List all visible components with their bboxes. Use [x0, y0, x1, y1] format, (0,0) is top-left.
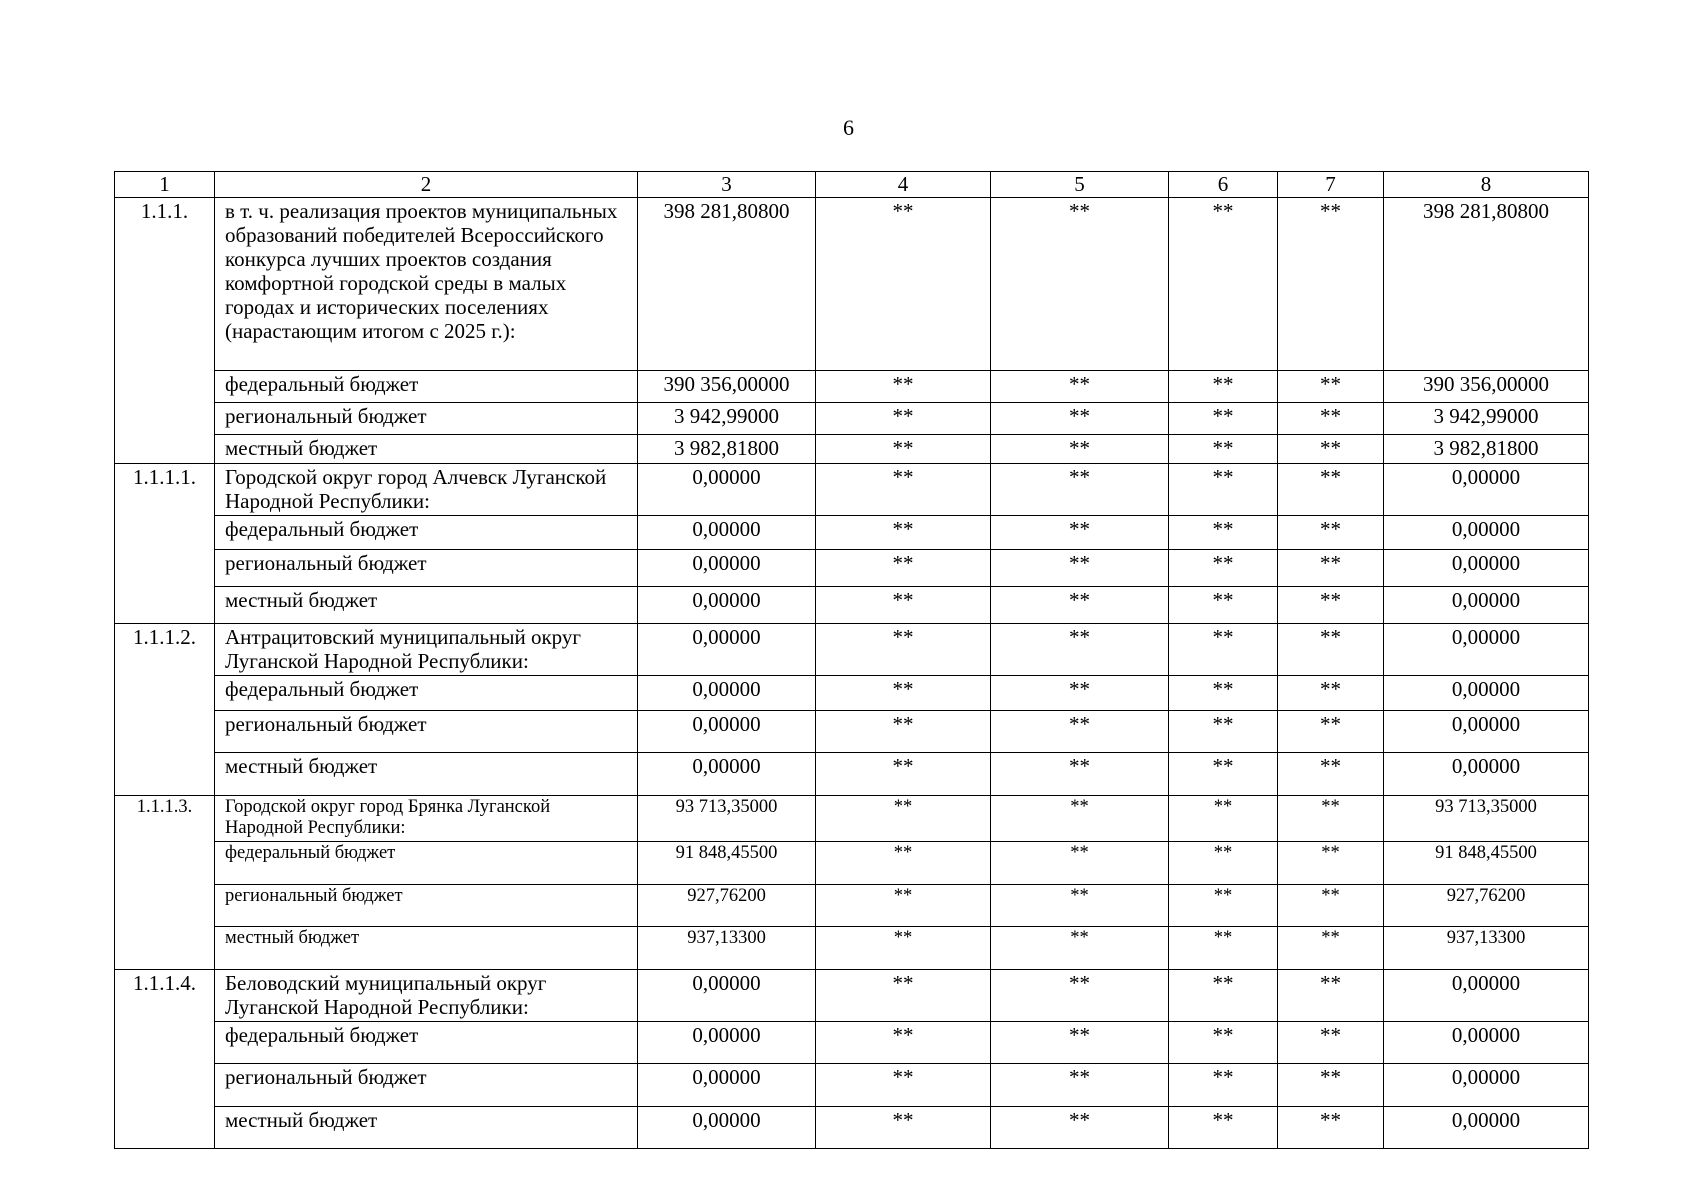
table-row — [115, 198, 1589, 371]
column-header: 7 — [1278, 172, 1384, 198]
cell-col6: ** — [1169, 1064, 1278, 1107]
row-name: региональный бюджет — [215, 711, 638, 753]
cell-col7: ** — [1278, 516, 1384, 550]
cell-col3: 0,00000 — [638, 624, 816, 676]
cell-col6: ** — [1169, 711, 1278, 753]
page-number: 6 — [843, 115, 854, 140]
cell-col8: 0,00000 — [1384, 587, 1589, 624]
cell-col8: 390 356,00000 — [1384, 371, 1589, 403]
cell-col7: ** — [1278, 1064, 1384, 1107]
row-name: региональный бюджет — [215, 1064, 638, 1107]
cell-col4: ** — [816, 624, 991, 676]
cell-col3: 0,00000 — [638, 676, 816, 711]
cell-col5: ** — [991, 1107, 1169, 1149]
cell-col6: ** — [1169, 587, 1278, 624]
cell-col6: ** — [1169, 842, 1278, 885]
cell-col3: 0,00000 — [638, 516, 816, 550]
row-name: федеральный бюджет — [215, 516, 638, 550]
cell-col3: 3 942,99000 — [638, 403, 816, 435]
cell-col7: ** — [1278, 1022, 1384, 1064]
row-name: местный бюджет — [215, 1107, 638, 1149]
row-name: региональный бюджет — [215, 403, 638, 435]
row-name: федеральный бюджет — [215, 1022, 638, 1064]
cell-col4: ** — [816, 796, 991, 842]
cell-col4: ** — [816, 927, 991, 970]
row-name: федеральный бюджет — [215, 842, 638, 885]
row-name: Антрацитовский муниципальный округ Луганской Народной Республики: — [215, 624, 638, 676]
table-row — [115, 711, 1589, 753]
cell-col8: 0,00000 — [1384, 516, 1589, 550]
cell-col7: ** — [1278, 753, 1384, 796]
cell-col3: 398 281,80800 — [638, 198, 816, 371]
cell-col8: 0,00000 — [1384, 1064, 1589, 1107]
cell-col4: ** — [816, 435, 991, 464]
cell-col8: 93 713,35000 — [1384, 796, 1589, 842]
cell-col8: 91 848,45500 — [1384, 842, 1589, 885]
cell-col4: ** — [816, 970, 991, 1022]
table-row — [115, 885, 1589, 927]
column-header: 1 — [115, 172, 215, 198]
cell-col4: ** — [816, 842, 991, 885]
table-row — [115, 796, 1589, 842]
cell-col4: ** — [816, 711, 991, 753]
cell-col6: ** — [1169, 624, 1278, 676]
cell-col4: ** — [816, 516, 991, 550]
row-code: 1.1.1.1. — [115, 464, 215, 624]
cell-col4: ** — [816, 1022, 991, 1064]
row-code: 1.1.1. — [115, 198, 215, 464]
cell-col3: 0,00000 — [638, 464, 816, 516]
cell-col6: ** — [1169, 970, 1278, 1022]
row-name: федеральный бюджет — [215, 676, 638, 711]
cell-col5: ** — [991, 885, 1169, 927]
row-name: Беловодский муниципальный округ Луганской Народной Республики: — [215, 970, 638, 1022]
cell-col3: 93 713,35000 — [638, 796, 816, 842]
cell-col3: 0,00000 — [638, 1022, 816, 1064]
cell-col4: ** — [816, 753, 991, 796]
cell-col6: ** — [1169, 464, 1278, 516]
column-header: 5 — [991, 172, 1169, 198]
cell-col5: ** — [991, 1064, 1169, 1107]
column-header: 4 — [816, 172, 991, 198]
table-row — [115, 464, 1589, 516]
table-row — [115, 1022, 1589, 1064]
cell-col3: 390 356,00000 — [638, 371, 816, 403]
cell-col3: 0,00000 — [638, 970, 816, 1022]
cell-col7: ** — [1278, 711, 1384, 753]
cell-col8: 927,76200 — [1384, 885, 1589, 927]
cell-col7: ** — [1278, 842, 1384, 885]
cell-col5: ** — [991, 796, 1169, 842]
cell-col8: 0,00000 — [1384, 624, 1589, 676]
cell-col7: ** — [1278, 1107, 1384, 1149]
cell-col6: ** — [1169, 435, 1278, 464]
cell-col5: ** — [991, 403, 1169, 435]
cell-col6: ** — [1169, 753, 1278, 796]
cell-col6: ** — [1169, 516, 1278, 550]
row-name: в т. ч. реализация проектов муниципальных образований победителей Всероссийского конкурса лучших проектов создания комфортной городской среды в малых городах и исторических поселениях (нарастающим итогом с 2025 г.): — [215, 198, 638, 371]
row-name: местный бюджет — [215, 587, 638, 624]
cell-col3: 937,13300 — [638, 927, 816, 970]
row-name: Городской округ город Брянка Луганской Народной Республики: — [215, 796, 638, 842]
cell-col4: ** — [816, 587, 991, 624]
cell-col3: 0,00000 — [638, 587, 816, 624]
cell-col7: ** — [1278, 587, 1384, 624]
row-name: региональный бюджет — [215, 885, 638, 927]
cell-col5: ** — [991, 435, 1169, 464]
row-code: 1.1.1.2. — [115, 624, 215, 796]
table-row — [115, 970, 1589, 1022]
cell-col7: ** — [1278, 927, 1384, 970]
cell-col3: 0,00000 — [638, 550, 816, 587]
cell-col8: 3 942,99000 — [1384, 403, 1589, 435]
table-row — [115, 403, 1589, 435]
cell-col8: 0,00000 — [1384, 676, 1589, 711]
cell-col3: 0,00000 — [638, 753, 816, 796]
cell-col4: ** — [816, 371, 991, 403]
row-name: федеральный бюджет — [215, 371, 638, 403]
cell-col4: ** — [816, 550, 991, 587]
cell-col8: 937,13300 — [1384, 927, 1589, 970]
cell-col7: ** — [1278, 435, 1384, 464]
row-name: Городской округ город Алчевск Луганской Народной Республики: — [215, 464, 638, 516]
row-code: 1.1.1.3. — [115, 796, 215, 970]
table-row — [115, 842, 1589, 885]
cell-col7: ** — [1278, 970, 1384, 1022]
cell-col7: ** — [1278, 403, 1384, 435]
cell-col8: 0,00000 — [1384, 711, 1589, 753]
cell-col8: 0,00000 — [1384, 464, 1589, 516]
table-row — [115, 676, 1589, 711]
table-row — [115, 1064, 1589, 1107]
cell-col5: ** — [991, 587, 1169, 624]
cell-col5: ** — [991, 927, 1169, 970]
cell-col4: ** — [816, 403, 991, 435]
table-row — [115, 753, 1589, 796]
table-row — [115, 371, 1589, 403]
cell-col6: ** — [1169, 198, 1278, 371]
row-name: местный бюджет — [215, 435, 638, 464]
cell-col8: 0,00000 — [1384, 1107, 1589, 1149]
cell-col6: ** — [1169, 1107, 1278, 1149]
cell-col5: ** — [991, 970, 1169, 1022]
table-row — [115, 587, 1589, 624]
cell-col7: ** — [1278, 464, 1384, 516]
cell-col5: ** — [991, 550, 1169, 587]
cell-col6: ** — [1169, 1022, 1278, 1064]
column-number-row — [115, 172, 1589, 198]
cell-col6: ** — [1169, 403, 1278, 435]
table-row — [115, 435, 1589, 464]
cell-col6: ** — [1169, 927, 1278, 970]
cell-col6: ** — [1169, 796, 1278, 842]
row-name: местный бюджет — [215, 927, 638, 970]
cell-col5: ** — [991, 1022, 1169, 1064]
cell-col5: ** — [991, 676, 1169, 711]
cell-col8: 0,00000 — [1384, 753, 1589, 796]
row-name: местный бюджет — [215, 753, 638, 796]
cell-col7: ** — [1278, 371, 1384, 403]
cell-col7: ** — [1278, 624, 1384, 676]
cell-col4: ** — [816, 464, 991, 516]
cell-col5: ** — [991, 753, 1169, 796]
cell-col5: ** — [991, 516, 1169, 550]
cell-col3: 0,00000 — [638, 711, 816, 753]
cell-col7: ** — [1278, 796, 1384, 842]
cell-col6: ** — [1169, 676, 1278, 711]
cell-col3: 91 848,45500 — [638, 842, 816, 885]
cell-col3: 927,76200 — [638, 885, 816, 927]
cell-col8: 0,00000 — [1384, 550, 1589, 587]
cell-col6: ** — [1169, 371, 1278, 403]
cell-col4: ** — [816, 676, 991, 711]
column-header: 6 — [1169, 172, 1278, 198]
cell-col6: ** — [1169, 885, 1278, 927]
cell-col8: 0,00000 — [1384, 1022, 1589, 1064]
cell-col5: ** — [991, 842, 1169, 885]
cell-col5: ** — [991, 371, 1169, 403]
cell-col3: 3 982,81800 — [638, 435, 816, 464]
table-row — [115, 550, 1589, 587]
cell-col7: ** — [1278, 198, 1384, 371]
row-code: 1.1.1.4. — [115, 970, 215, 1149]
cell-col3: 0,00000 — [638, 1064, 816, 1107]
cell-col3: 0,00000 — [638, 1107, 816, 1149]
table-row — [115, 516, 1589, 550]
cell-col5: ** — [991, 464, 1169, 516]
cell-col8: 0,00000 — [1384, 970, 1589, 1022]
cell-col4: ** — [816, 1064, 991, 1107]
column-header: 2 — [215, 172, 638, 198]
cell-col4: ** — [816, 1107, 991, 1149]
table-row — [115, 1107, 1589, 1149]
cell-col4: ** — [816, 885, 991, 927]
cell-col7: ** — [1278, 676, 1384, 711]
column-header: 8 — [1384, 172, 1589, 198]
cell-col5: ** — [991, 198, 1169, 371]
cell-col7: ** — [1278, 885, 1384, 927]
cell-col5: ** — [991, 624, 1169, 676]
table-row — [115, 624, 1589, 676]
cell-col5: ** — [991, 711, 1169, 753]
cell-col8: 398 281,80800 — [1384, 198, 1589, 371]
table-row — [115, 927, 1589, 970]
cell-col7: ** — [1278, 550, 1384, 587]
cell-col4: ** — [816, 198, 991, 371]
cell-col6: ** — [1169, 550, 1278, 587]
cell-col8: 3 982,81800 — [1384, 435, 1589, 464]
budget-table — [114, 171, 1589, 1149]
row-name: региональный бюджет — [215, 550, 638, 587]
column-header: 3 — [638, 172, 816, 198]
